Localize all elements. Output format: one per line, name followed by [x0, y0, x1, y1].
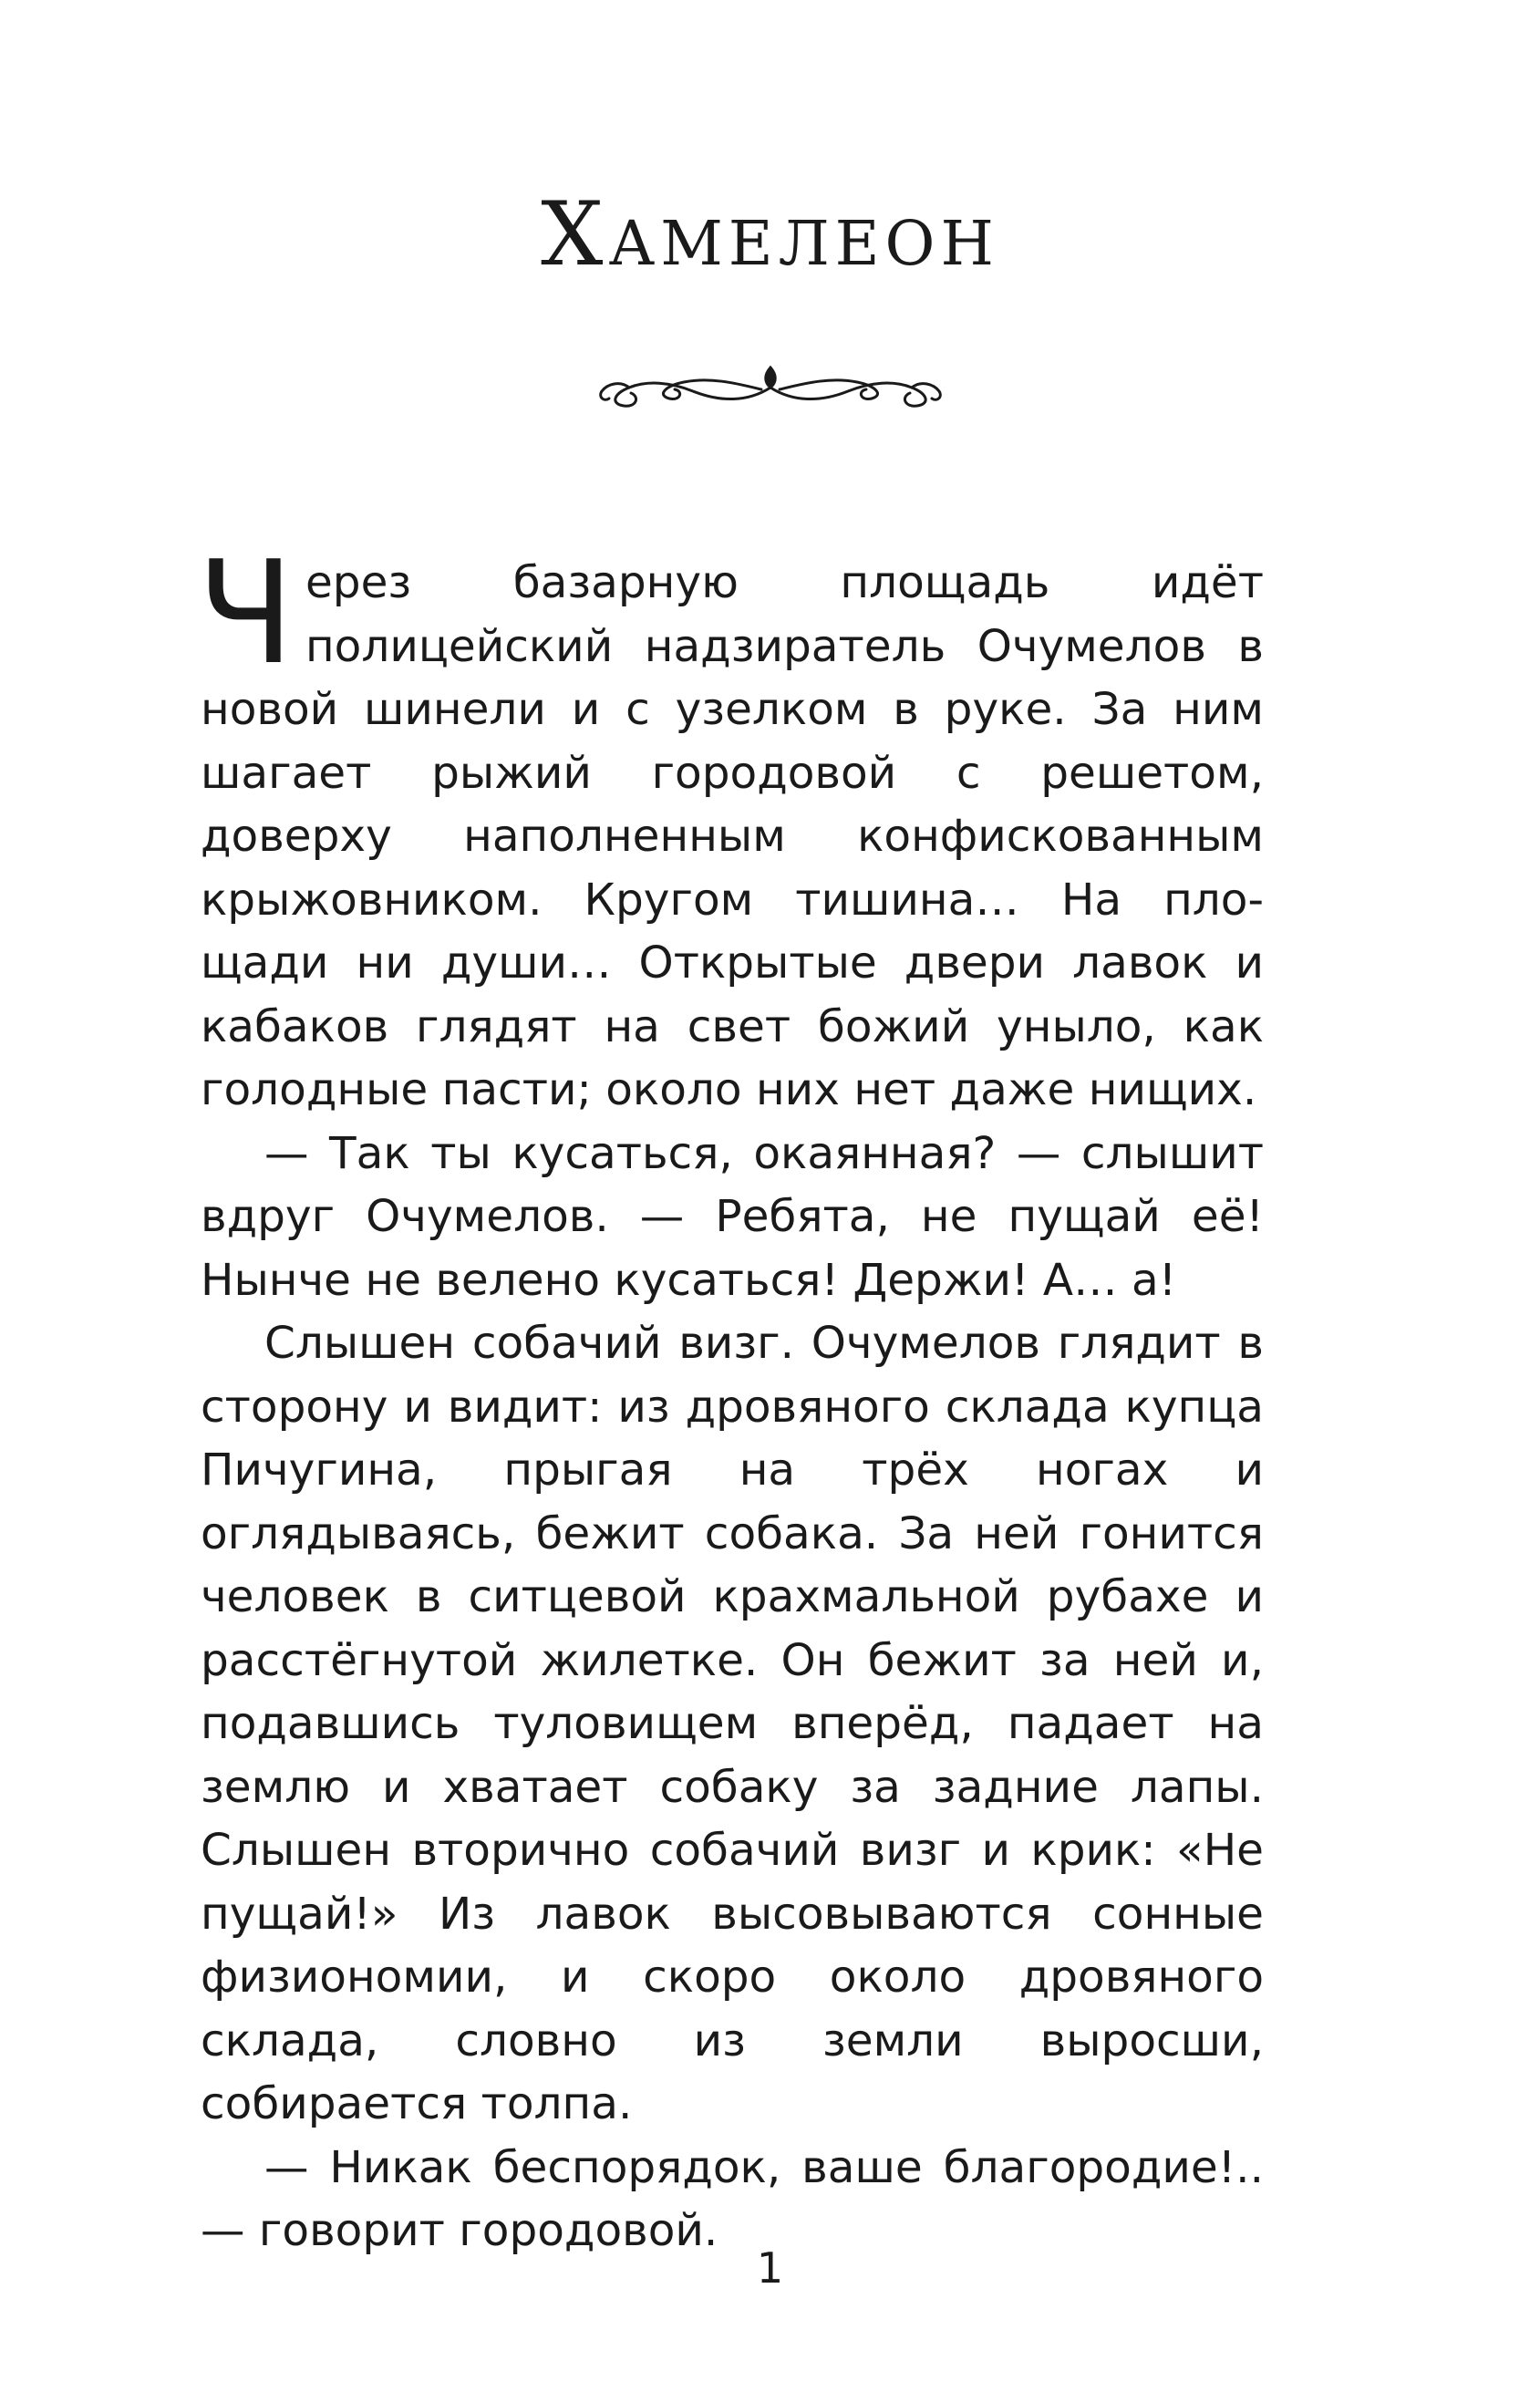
- paragraph-text: ерез базарную площадь идёт полицейский надзиратель Очумелов в новой шинели и с узелком в руке. За ним шагает рыжий городовой с решетом, доверху наполненным конфискованным крыжовником. Кругом тишина… На площади ни души… Открытые двери лавок и кабаков глядят на свет божий уныло, как голодные пасти; около них нет даже нищих.: [201, 557, 1264, 1115]
- paragraph: — Так ты кусаться, окаянная? — слышит вдруг Очумелов. — Ребята, не пущай её! Нынче не велено кусаться! Держи! А… а!: [201, 1127, 1264, 1306]
- flourish-ornament-icon: [593, 360, 948, 415]
- drop-cap: Ч: [197, 530, 295, 696]
- paragraph: Слышен собачий визг. Очумелов глядит в сторону и видит: из дровяного склада купца Пичугина, прыгая на трёх ногах и оглядываясь, бежит собака. За ней гонится человек в ситцевой крахмальной рубахе и расстёгнутой жилетке. Он бежит за ней и, подавшись туловищем вперёд, падает на землю и хватает собаку за задние лапы. Слышен вторично собачий визг и крик: «Не пущай!» Из лавок высовываются сонные физиономии, и скоро около дровяного склада, словно из земли выросши, собирается толпа.: [201, 1318, 1264, 2129]
- paragraph: [197, 530, 1264, 1123]
- page-number: 1: [756, 2243, 784, 2293]
- chapter-title: Хамелеон: [541, 183, 999, 285]
- chapter-body: [197, 530, 1264, 2263]
- paragraph: — Никак беспорядок, ваше благородие!.. — говорит городовой.: [201, 2141, 1264, 2256]
